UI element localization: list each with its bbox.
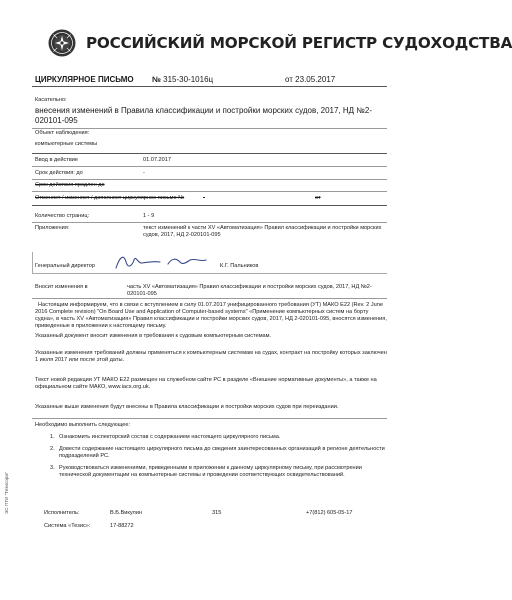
- action-number: 1.: [50, 434, 55, 440]
- observation-label: Объект наблюдения:: [35, 130, 90, 136]
- divider: [32, 128, 387, 129]
- executor-label: Исполнитель:: [44, 510, 80, 516]
- signature-icon: [110, 252, 220, 274]
- validity-value: -: [143, 170, 145, 176]
- action-item: Ознакомить инспекторский состав с содержанием настоящего циркулярного письма.: [59, 434, 281, 440]
- action-item: Довести содержание настоящего циркулярного письма до сведения заинтересованных организаций в регионе деятельности подразделений РС.: [59, 446, 385, 459]
- signatory-name: К.Г. Пальников: [220, 263, 259, 269]
- attachments-label: Приложения:: [35, 225, 70, 231]
- executor-code: 315: [212, 510, 222, 516]
- executor-name: В.Б.Викулин: [110, 510, 143, 516]
- action-number: 3.: [50, 465, 55, 471]
- system-value: 17-88272: [110, 523, 134, 529]
- divider: [32, 298, 387, 299]
- body-paragraph-1: Настоящим информируем, что в связи с вступлением в силу 01.07.2017 унифицированного требования (УТ) МАКО Е22 (Rev. 2 June 2016 Complete revision) "On Board Use and Application of Computer-based systems" «Применение компьютерных систем на борту судна», в часть XV «Автоматизация» Правил классификации и постройки морских судов, 2017, НД 2-020101-095, вносятся изменения, приведенные в приложении к настоящему письму.: [35, 302, 387, 329]
- divider: [32, 191, 387, 192]
- cancels-label: Отменяет / изменяет / дополняет циркулярное письмо №: [35, 195, 185, 201]
- rs-emblem-icon: [48, 29, 76, 57]
- amendments-label: Вносит изменения в: [35, 284, 88, 290]
- executor-phone: +7(812) 605-05-17: [306, 510, 353, 516]
- divider: [32, 179, 387, 180]
- header-rule: [32, 86, 387, 87]
- regarding-text: внесения изменений в Правила классификации и постройки морских судов, 2017, НД №2-020101-095: [35, 106, 372, 125]
- divider: [32, 205, 387, 206]
- divider: [32, 166, 387, 167]
- letter-date-label: от: [285, 75, 293, 84]
- divider: [32, 418, 387, 419]
- validity-label: Срок действия: до: [35, 170, 83, 176]
- pages-label: Количество страниц:: [35, 213, 90, 219]
- body-paragraph-4: Текст новой редакции УТ МАКО Е22 размещен на служебном сайте РС в разделе «Внешние нормативные документы», а также на официальном сайте МАКО, www.iacs.org.uk.: [35, 377, 377, 390]
- action-number: 2.: [50, 446, 55, 452]
- body-paragraph-5: Указанные выше изменения будут внесены в Правила классификации и постройки морских судов при переиздании.: [35, 404, 339, 410]
- action-item: Руководствоваться изменениями, приведенными в приложении к данному циркулярному письму, при рассмотрении технической документации на компьютерные системы и проведении соответствующих освидетельствований.: [59, 465, 362, 478]
- system-label: Система «Тезис»:: [44, 523, 91, 529]
- divider: [32, 153, 387, 154]
- cancels-date-label: от: [315, 195, 321, 201]
- letter-date-value: 23.05.2017: [295, 75, 336, 84]
- effective-date-value: 01.07.2017: [143, 157, 171, 163]
- signature-label: Генеральный директор: [35, 263, 95, 269]
- organization-name: РОССИЙСКИЙ МОРСКОЙ РЕГИСТР СУДОХОДСТВА: [86, 34, 512, 52]
- observation-value: компьютерные системы: [35, 141, 98, 147]
- regarding-label: Касательно:: [35, 97, 67, 103]
- amendments-value: часть XV «Автоматизация» Правил классификации и постройки морских судов, 2017, НД №2-020101-095: [127, 284, 372, 297]
- body-paragraph-2: Указанный документ вносит изменения в требования к судовым компьютерным системам.: [35, 333, 272, 339]
- divider: [32, 222, 387, 223]
- letter-number-value: 315-30-1016ц: [163, 75, 214, 84]
- cancels-value: -: [203, 195, 205, 201]
- actions-label: Необходимо выполнить следующее:: [35, 422, 131, 428]
- letter-number-label: №: [152, 75, 161, 84]
- extended-label: Срок действия продлен до: [35, 182, 105, 188]
- letter-date: [285, 75, 335, 84]
- system-stamp: ЭС ПТИ "Тезисорм": [4, 471, 9, 514]
- effective-date-label: Ввод в действие: [35, 157, 79, 163]
- letter-type: ЦИРКУЛЯРНОЕ ПИСЬМО: [35, 75, 134, 84]
- pages-value: 1 - 9: [143, 213, 155, 219]
- body-paragraph-3: Указанные изменения требований должны применяться к компьютерным системам на судах, контракт на постройку которых заключен 1 июля 2017 или после этой даты.: [35, 350, 387, 363]
- attachments-value: текст изменений к части XV «Автоматизация» Правил классификации и постройки морских судов, 2017, НД 2-020101-095: [143, 225, 382, 238]
- letter-number: [152, 75, 213, 84]
